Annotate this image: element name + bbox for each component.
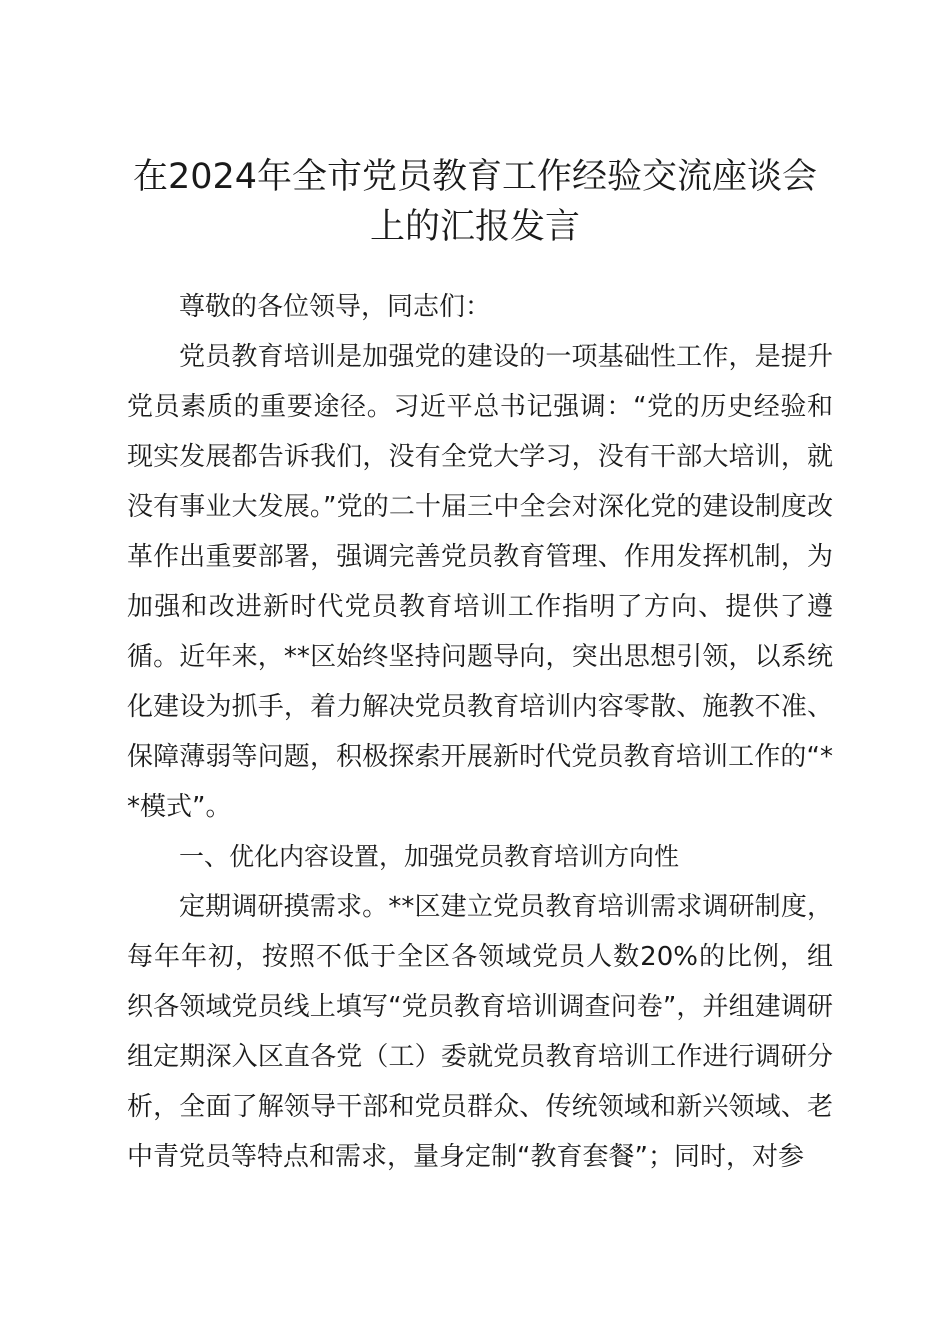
document-title [100, 152, 850, 252]
intro-paragraph: 党员教育培训是加强党的建设的一项基础性工作，是提升党员素质的重要途径。习近平总书记强调：“党的历史经验和现实发展都告诉我们，没有全党大学习，没有干部大培训，就没有事业大发展。”党的二十届三中全会对深化党的建设制度改革作出重要部署，强调完善党员教育管理、作用发挥机制，为加强和改进新时代党员教育培训工作指明了方向、提供了遵循。近年来，**区始终坚持问题导向，突出思想引领，以系统化建设为抓手，着力解决党员教育培训内容零散、施教不准、保障薄弱等问题，积极探索开展新时代党员教育培训工作的“**模式”。 [127, 342, 833, 822]
section-heading-1: 一、优化内容设置，加强党员教育培训方向性 [179, 842, 680, 871]
salutation: 尊敬的各位领导，同志们： [179, 292, 492, 322]
title-line-2: 上的汇报发言 [369, 207, 580, 247]
title-line-1: 在2024年全市党员教育工作经验交流座谈会 [132, 157, 818, 197]
document-body [127, 282, 833, 1182]
section-1-paragraph: 定期调研摸需求。**区建立党员教育培训需求调研制度，每年年初，按照不低于全区各领域党员人数20%的比例，组织各领域党员线上填写“党员教育培训调查问卷”，并组建调研组定期深入区直各党（工）委就党员教育培训工作进行调研分析，全面了解领导干部和党员群众、传统领域和新兴领域、老中青党员等特点和需求，量身定制“教育套餐”；同时，对参 [127, 892, 833, 1172]
